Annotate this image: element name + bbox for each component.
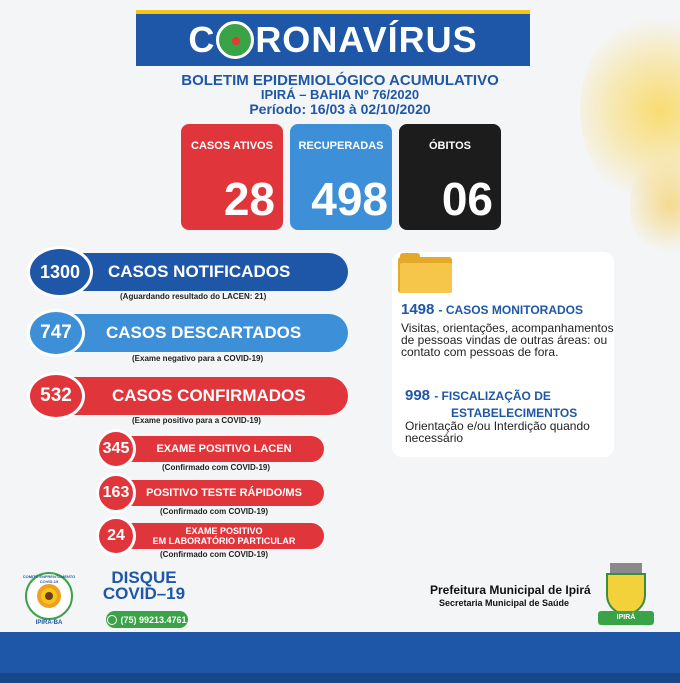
hotline-title: [102, 570, 186, 602]
city-crest: [598, 563, 654, 631]
monitored-heading: [401, 301, 583, 318]
active-cases-value: 28: [223, 173, 275, 225]
subcase-rapid-pill: [124, 480, 324, 506]
recovered-value: 498: [311, 173, 388, 225]
recovered-label: RECUPERADAS: [298, 140, 384, 152]
subcase-private-lab-label-1: EXAME POSITIVO: [185, 526, 263, 536]
active-cases-card: [181, 124, 283, 230]
title-suffix: RONAVÍRUS: [255, 19, 478, 60]
subcase-lacen-note: (Confirmado com COVID-19): [162, 463, 271, 472]
deaths-value: 06: [441, 173, 493, 225]
subcase-private-lab-count: 24: [96, 516, 136, 556]
confirmed-count: 532: [27, 372, 85, 420]
bulletin-period: Período: 16/03 à 02/10/2020: [249, 101, 431, 117]
sunflower-icon: [37, 584, 61, 608]
confirmed-pill: [72, 377, 348, 415]
title-prefix: C: [188, 19, 216, 60]
subcase-lacen-label: EXAME POSITIVO LACEN: [156, 443, 292, 455]
inspection-count: 998: [405, 387, 431, 404]
monitored-description: Visitas, orientações, acompanhamentos de pessoas vindas de outras áreas: ou contato com pessoas de fora.: [401, 321, 614, 359]
monitored-label: - CASOS MONITORADOS: [438, 303, 583, 317]
recovered-card: [290, 124, 392, 230]
subcase-rapid-label: POSITIVO TESTE RÁPIDO/MS: [146, 487, 302, 499]
committee-seal: [17, 572, 81, 630]
bulletin-title: BOLETIM EPIDEMIOLÓGICO ACUMULATIVO: [181, 72, 499, 89]
whatsapp-icon: [107, 615, 117, 625]
notified-pill: [72, 253, 348, 291]
hotline-phone-number: (75) 99213.4761: [120, 614, 187, 625]
inspection-description: Orientação e/ou Interdição quando necessário: [405, 419, 590, 445]
inspection-label-1: - FISCALIZAÇÃO DE: [434, 389, 551, 403]
crest-ribbon: IPIRÁ: [598, 611, 654, 625]
crest-shield: [606, 573, 646, 615]
footer-bar: [0, 632, 680, 683]
notified-count: 1300: [27, 246, 93, 298]
seal-arc-text: COMITÊ ENFRENTAMENTO COVID-19: [22, 574, 76, 584]
inspection-label-2: ESTABELECIMENTOS: [451, 406, 578, 420]
notified-label: CASOS NOTIFICADOS: [108, 262, 291, 281]
secretaria-name: Secretaria Municipal de Saúde: [439, 598, 570, 608]
prefeitura-name: Prefeitura Municipal de Ipirá: [430, 583, 591, 597]
discarded-label: CASOS DESCARTADOS: [106, 323, 302, 342]
confirmed-note: (Exame positivo para a COVID-19): [132, 416, 261, 425]
subcase-private-lab-pill: [124, 523, 324, 549]
hotline-line2: COVID–19: [102, 584, 186, 603]
hotline-phone: [106, 611, 188, 628]
subcase-private-lab-note: (Confirmado com COVID-19): [160, 550, 269, 559]
subcase-lacen-count: 345: [96, 429, 136, 469]
deaths-label: ÓBITOS: [429, 140, 471, 152]
seal-text: IPIRÁ-BA: [35, 620, 63, 626]
hotline-line1: DISQUE: [111, 568, 177, 587]
subcase-private-lab-label-2: EM LABORATÓRIO PARTICULAR: [152, 536, 296, 546]
inspection-heading: [405, 387, 577, 421]
discarded-pill: [72, 314, 348, 352]
notified-note: (Aguardando resultado do LACEN: 21): [120, 292, 267, 301]
subcase-rapid-count: 163: [96, 473, 136, 513]
subcase-lacen-pill: [124, 436, 324, 462]
discarded-note: (Exame negativo para a COVID-19): [132, 354, 264, 363]
virus-icon: [216, 21, 254, 59]
active-cases-label: CASOS ATIVOS: [191, 140, 273, 152]
confirmed-label: CASOS CONFIRMADOS: [112, 386, 306, 405]
monitored-count: 1498: [401, 301, 435, 318]
folder-icon: [398, 253, 452, 293]
subcase-rapid-note: (Confirmado com COVID-19): [160, 507, 269, 516]
deaths-card: [399, 124, 501, 230]
title-banner: [136, 10, 530, 66]
discarded-count: 747: [27, 309, 85, 357]
bulletin-location: IPIRÁ – BAHIA Nº 76/2020: [260, 87, 420, 102]
crest-crown: [610, 563, 642, 573]
